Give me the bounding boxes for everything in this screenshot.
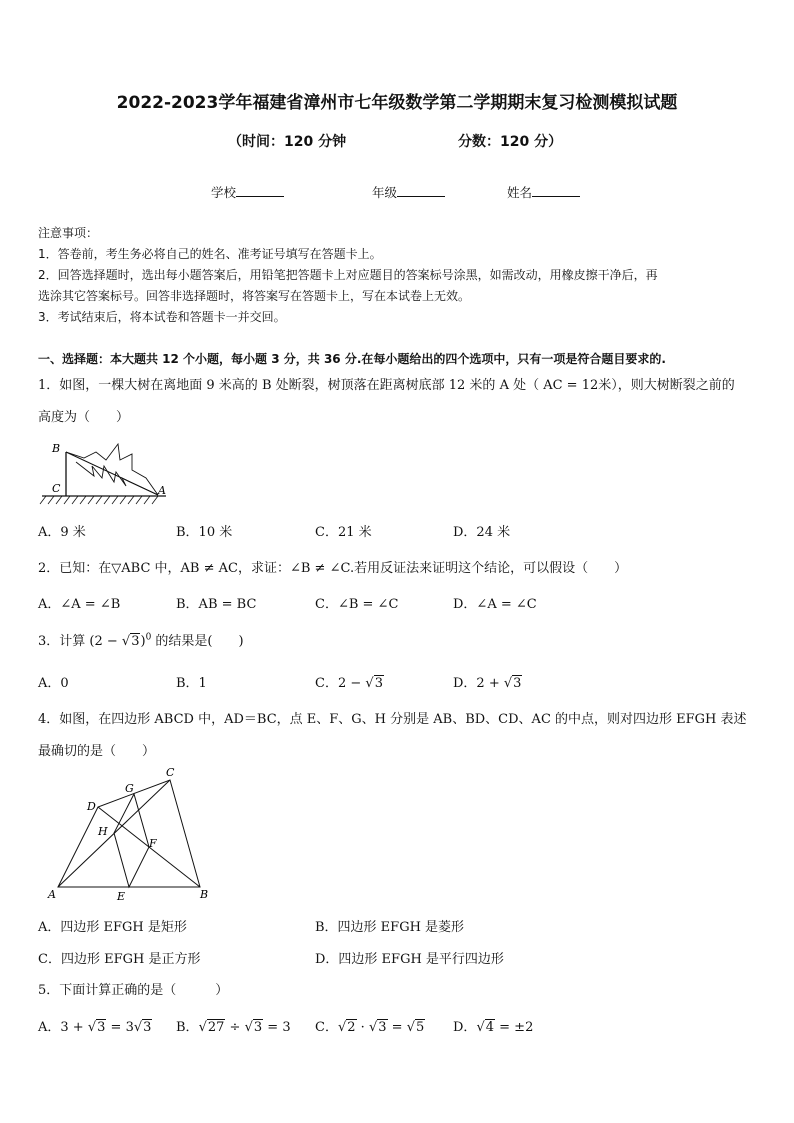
q4-option-a[interactable]: A．四边形 EFGH 是矩形 (38, 920, 187, 935)
q2-option-a[interactable]: A．∠A = ∠B (38, 597, 121, 612)
q4-option-d[interactable]: D．四边形 EFGH 是平行四边形 (315, 952, 504, 967)
q2-text: 2．已知：在▽ABC 中，AB ≠ AC，求证：∠B ≠ ∠C.若用反证法来证明这个结论，可以假设（ ） (38, 561, 628, 576)
school-field (211, 183, 284, 201)
q4-text-line1: 4．如图，在四边形 ABCD 中，AD＝BC，点 E、F、G、H 分别是 AB、BD、CD、AC 的中点，则对四边形 EFGH 表述 (38, 712, 747, 727)
q4-label-h: H (98, 825, 108, 838)
q4-option-c[interactable]: C．四边形 EFGH 是正方形 (38, 952, 201, 967)
q4-text-line2: 最确切的是（ ） (38, 744, 156, 759)
q4-option-b[interactable]: B．四边形 EFGH 是菱形 (315, 920, 465, 935)
q1-option-c[interactable]: C．21 米 (315, 525, 372, 540)
grade-label: 年级 (372, 185, 398, 200)
q4-label-d: D (87, 800, 96, 813)
name-label: 姓名 (507, 185, 533, 200)
q3-option-d-root: 3 (513, 676, 522, 691)
q5-b-part3: = 3 (263, 1020, 291, 1035)
q5-d-root1: 4 (485, 1020, 495, 1035)
q5-c-root1: 2 (347, 1020, 356, 1035)
q1-option-b[interactable]: B．10 米 (176, 525, 233, 540)
q3-option-d[interactable]: D．2 + √3 (453, 676, 522, 691)
notice-item-2: 2．回答选择题时，选出每小题答案后，用铅笔把答题卡上对应题目的答案标号涂黑，如需改动，用橡皮擦干净后，再 (38, 268, 658, 282)
q1-text-line1: 1．如图，一棵大树在离地面 9 米高的 B 处断裂，树顶落在距离树底部 12 米的 A 处（ AC = 12米），则大树断裂之前的 (38, 378, 735, 393)
q4-label-f: F (149, 837, 157, 850)
exam-title: 2022-2023学年福建省漳州市七年级数学第二学期期末复习检测模拟试题 (116, 93, 678, 113)
q3-option-d-prefix: D．2 + (453, 676, 504, 691)
grade-field (372, 183, 445, 201)
q5-a-part1: A．3 + (38, 1020, 88, 1035)
q5-a-root1: 3 (97, 1020, 106, 1035)
q4-label-a: A (48, 888, 56, 901)
q5-a-root2: 3 (143, 1020, 152, 1035)
q5-option-a[interactable]: A．3 + √3 = 3√3 (38, 1020, 152, 1035)
q5-option-b[interactable]: B．√27 ÷ √3 = 3 (176, 1020, 291, 1035)
q5-d-part1: D． (453, 1020, 477, 1035)
q5-b-root2: 3 (253, 1020, 263, 1035)
q1-label-c: C (52, 482, 61, 495)
q3-prefix: 3．计算 (2 − (38, 634, 122, 649)
name-blank (532, 184, 580, 197)
q2-option-c[interactable]: C．∠B = ∠C (315, 597, 399, 612)
q5-c-part3: = (387, 1020, 407, 1035)
q1-option-d[interactable]: D．24 米 (453, 525, 511, 540)
q3-option-c-prefix: C．2 − (315, 676, 366, 691)
q5-a-part2: = 3 (106, 1020, 134, 1035)
q3-option-c-root: 3 (374, 676, 383, 691)
q1-label-a: A (158, 484, 166, 497)
q4-label-c: C (166, 766, 175, 779)
q5-c-part1: C． (315, 1020, 338, 1035)
school-label: 学校 (211, 185, 237, 200)
q2-option-d[interactable]: D．∠A = ∠C (453, 597, 537, 612)
q3-option-a[interactable]: A．0 (38, 676, 69, 691)
q1-label-b: B (52, 442, 61, 455)
notice-item-1: 1．答卷前，考生务必将自己的姓名、准考证号填写在答题卡上。 (38, 247, 382, 261)
q3-option-c[interactable]: C．2 − √3 (315, 676, 383, 691)
q5-text: 5．下面计算正确的是（ ） (38, 983, 229, 998)
q5-b-root1: 27 (207, 1020, 225, 1035)
grade-blank (397, 184, 445, 197)
q5-b-part2: ÷ (225, 1020, 245, 1035)
notice-heading: 注意事项： (38, 226, 99, 240)
exam-time: （时间：120 分钟 (228, 134, 347, 150)
q3-suffix: ) (140, 634, 146, 649)
q1-text-line2: 高度为（ ） (38, 410, 130, 425)
q5-b-part1: B． (176, 1020, 199, 1035)
q4-label-b: B (200, 888, 209, 901)
q1-option-a[interactable]: A．9 米 (38, 525, 86, 540)
section-heading: 一、选择题：本大题共 12 个小题，每小题 3 分，共 36 分.在每小题给出的四个选项中，只有一项是符合题目要求的. (38, 352, 666, 366)
q5-c-part2: · (356, 1020, 369, 1035)
q3-option-b[interactable]: B．1 (176, 676, 207, 691)
q4-label-g: G (125, 782, 134, 795)
school-blank (236, 184, 284, 197)
q5-c-root3: 5 (415, 1020, 425, 1035)
notice-item-3: 3．考试结束后，将本试卷和答题卡一并交回。 (38, 310, 286, 324)
exam-score: 分数：120 分） (458, 134, 563, 150)
q5-d-part2: = ±2 (495, 1020, 534, 1035)
q3-tail: 的结果是( ) (151, 634, 244, 649)
q3-exponent: 0 (145, 632, 152, 643)
q1-tree-figure (36, 438, 176, 510)
q4-label-e: E (117, 890, 126, 903)
q2-option-b[interactable]: B．AB = BC (176, 597, 257, 612)
q3-root: 3 (131, 634, 140, 649)
name-field (507, 183, 580, 201)
notice-item-2-cont: 选涂其它答案标号。回答非选择题时，将答案写在答题卡上，写在本试卷上无效。 (38, 289, 471, 303)
q5-option-d[interactable]: D．√4 = ±2 (453, 1020, 534, 1035)
q3-text: 3．计算 $(2 - √3)^0$ 的结果是( ) (38, 632, 244, 649)
q4-quadrilateral-figure (40, 764, 220, 904)
q5-option-c[interactable]: C．√2 · √3 = √5 (315, 1020, 425, 1035)
q5-c-root2: 3 (378, 1020, 387, 1035)
